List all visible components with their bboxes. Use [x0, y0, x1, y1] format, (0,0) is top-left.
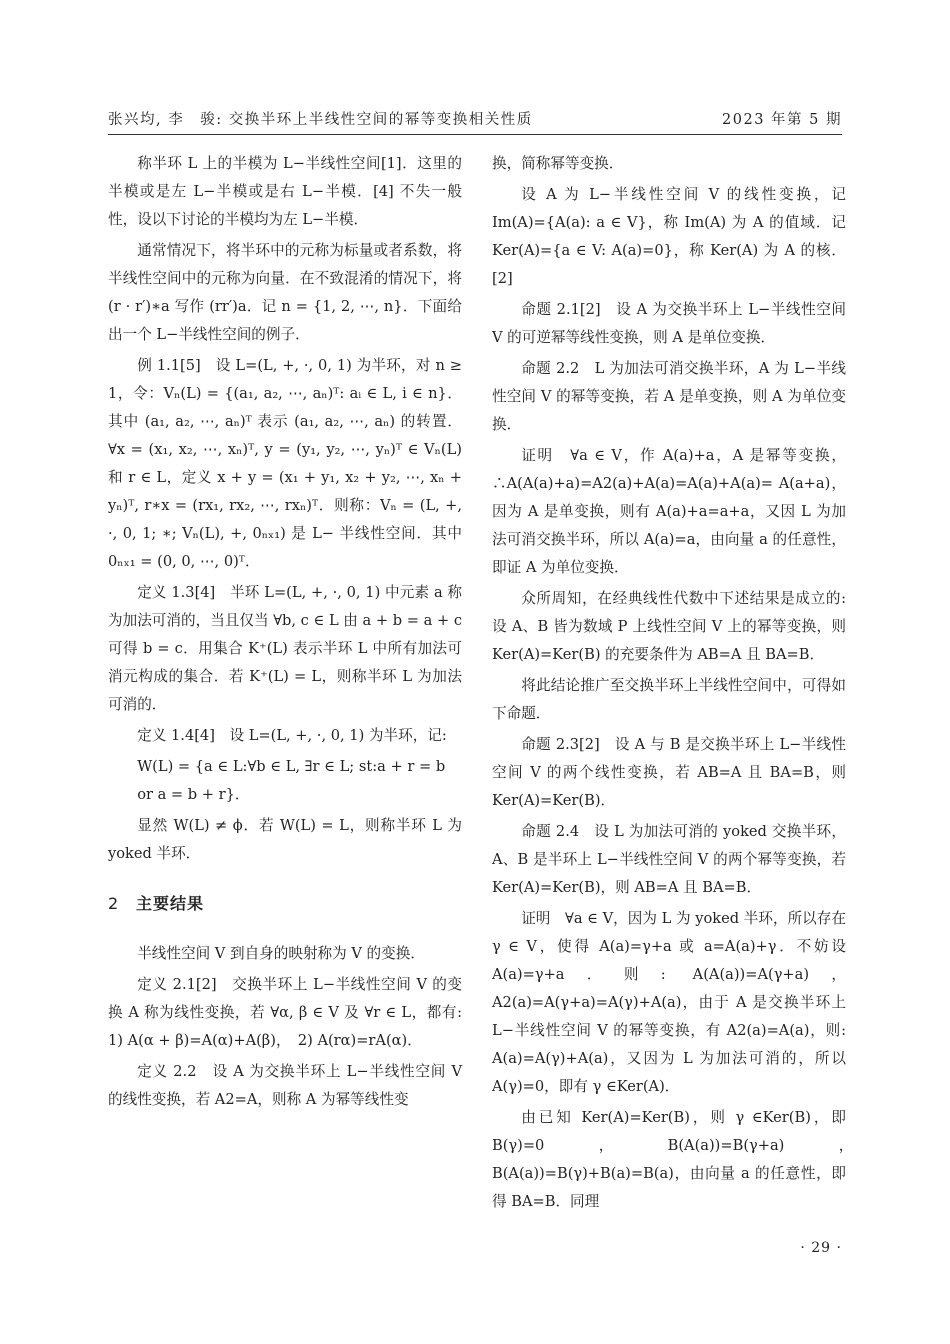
example-1-1: 例 1.1[5] 设 L=(L, +, ·, 0, 1) 为半环，对 n ≥ 1，令：Vₙ(L) = {(a₁, a₂, ⋯, aₙ)ᵀ: aᵢ ∈ L, i ∈ n}．其中 (a₁, a₂, ⋯, aₙ)ᵀ 表示 (a₁, a₂, ⋯, aₙ) 的转置．∀x = (x₁, x₂, ⋯, xₙ)ᵀ, y = (y₁, y₂, ⋯, yₙ)ᵀ ∈ Vₙ(L) 和 r ∈ L，定义 x + y = (x₁ + y₁, x₂ + y₂, ⋯, xₙ + yₙ)ᵀ, r∗x = (rx₁, rx₂, ⋯, rxₙ)ᵀ．则称：Vₙ = (L, +, ·, 0, 1; ∗; Vₙ(L), +, 0ₙₓ₁) 是 L− 半线性空间．其中 0ₙₓ₁ = (0, 0, ⋯, 0)ᵀ． [108, 357, 462, 570]
proposition-2-4: 命题 2.4 设 L 为加法可消的 yoked 交换半环，A、B 是半环上 L−半线性空间 V 的两个幂等变换，若 Ker(A)=Ker(B)，则 AB=A 且 BA=B． [492, 823, 846, 896]
proof: 证明 ∀a ∈ V，作 A(a)+a，A 是幂等变换，∴A(A(a)+a)=A2(a)+A(a)=A(a)+A(a)= A(a+a)，因为 A 是单变换，则有 A(a)+a=a+a，又因 L 为加法可消交换半环，所以 A(a)=a，由向量 a 的任意性，即证 A 为单位变换． [492, 447, 846, 576]
header-issue: 2023 年第 5 期 [722, 112, 842, 128]
paragraph: 通常情况下，将半环中的元称为标量或者系数，将半线性空间中的元称为向量．在不致混淆的情况下，将 (r · r′)∗a 写作 (rr′)a．记 n = {1, 2, ⋯, n}．下面给出一个 L−半线性空间的例子． [108, 242, 462, 343]
definition-2-2: 定义 2.2 设 A 为交换半环上 L−半线性空间 V 的线性变换，若 A2=A，则称 A 为幂等线性变 [108, 1063, 462, 1108]
paragraph: 将此结论推广至交换半环上半线性空间中，可得如下命题． [492, 677, 846, 722]
running-header [108, 108, 842, 135]
paragraph: 众所周知，在经典线性代数中下述结果是成立的: 设 A、B 皆为数域 P 上线性空间 V 上的幂等变换，则 Ker(A)=Ker(B) 的充要条件为 AB=A 且 BA=B． [492, 590, 846, 663]
proposition-2-1: 命题 2.1[2] 设 A 为交换半环上 L−半线性空间 V 的可逆幂等线性变换，则 A 是单位变换． [492, 301, 846, 346]
proof: 证明 ∀a ∈ V，因为 L 为 yoked 半环，所以存在 γ ∈ V，使得 A(a)=γ+a 或 a=A(a)+γ．不妨设 A(a)=γ+a．则: A(A(a))=A(γ+a)，A2(a)=A(γ+a)=A(γ)+A(a)，由于 A 是交换半环上 L−半线性空间 V 的幂等变换，有 A2(a)=A(a)，则: A(a)=A(γ)+A(a)，又因为 L 为加法可消的，所以 A(γ)=0，即有 γ ∈Ker(A)． [492, 910, 846, 1095]
section-number: 2 [108, 894, 120, 913]
header-authors-title: 张兴均, 李 骏: 交换半环上半线性空间的幂等变换相关性质 [108, 112, 533, 128]
proposition-2-3: 命题 2.3[2] 设 A 与 B 是交换半环上 L−半线性空间 V 的两个线性变换，若 AB=A 且 BA=B，则 Ker(A)=Ker(B)． [492, 736, 846, 809]
definition-1-3: 定义 1.3[4] 半环 L=(L, +, ·, 0, 1) 中元素 a 称为加法可消的，当且仅当 ∀b, c ∈ L 由 a + b = a + c 可得 b = c．用集合 K⁺(L) 表示半环 L 中所有加法可消元构成的集合．若 K⁺(L) = L，则称半环 L 为加法可消的． [108, 584, 462, 713]
paragraph: 称半环 L 上的半模为 L−半线性空间[1]．这里的半模或是左 L−半模或是右 L−半模．[4] 不失一般性，设以下讨论的半模均为左 L−半模． [108, 155, 462, 228]
formula-w-l: W(L) = {a ∈ L:∀b ∈ L, ∃r ∈ L; st:a + r = b or a = b + r}． [137, 758, 446, 803]
paragraph: 设 A 为 L−半线性空间 V 的线性变换，记 Im(A)={A(a): a ∈ V}，称 Im(A) 为 A 的值域．记 Ker(A)={a ∈ V: A(a)=0}，称 Ker(A) 为 A 的核．[2] [492, 186, 846, 287]
paragraph: 半线性空间 V 到自身的映射称为 V 的变换． [137, 945, 425, 962]
section-heading [108, 890, 462, 918]
page-number: · 29 · [800, 1240, 842, 1256]
section-title: 主要结果 [136, 894, 205, 913]
left-column [108, 150, 462, 1117]
right-column [492, 150, 861, 1219]
definition-2-1: 定义 2.1[2] 交换半环上 L−半线性空间 V 的变换 A 称为线性变换，若 ∀α, β ∈ V 及 ∀r ∈ L，都有: 1) A(α + β)=A(α)+A(β)， 2) A(rα)=rA(α)． [108, 976, 462, 1049]
paragraph: 换，简称幂等变换． [492, 155, 624, 172]
paragraph: 显然 W(L) ≠ ϕ．若 W(L) = L，则称半环 L 为 yoked 半环． [108, 817, 462, 862]
definition-1-4: 定义 1.4[4] 设 L=(L, +, ·, 0, 1) 为半环，记: [137, 727, 447, 744]
paragraph: 由已知 Ker(A)=Ker(B)，则 γ ∈Ker(B)，即 B(γ)=0，B(A(a))=B(γ+a)， B(A(a))=B(γ)+B(a)=B(a)，由向量 a 的任意性，即得 BA=B．同理 [492, 1109, 861, 1210]
proposition-2-2: 命题 2.2 L 为加法可消交换半环，A 为 L−半线性空间 V 的幂等变换，若 A 是单变换，则 A 为单位变换． [492, 360, 846, 433]
